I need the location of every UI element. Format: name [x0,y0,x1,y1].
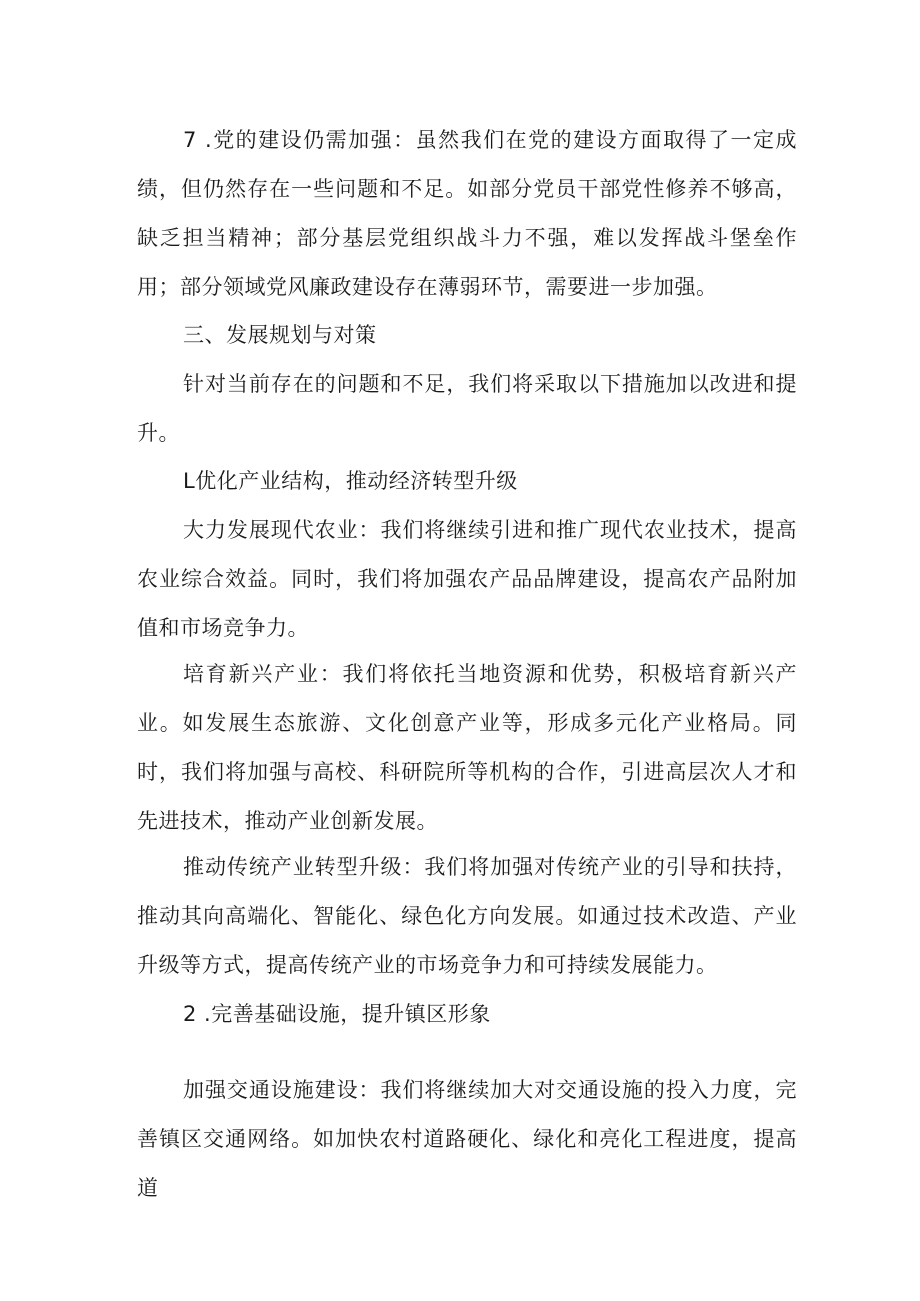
paragraph-transport-facilities: 加强交通设施建设：我们将继续加大对交通设施的投入力度，完善镇区交通网络。如加快农村道路硬化、绿化和亮化工程进度，提高道 [137,1078,797,1200]
subheading-industrial-structure: L优化产业结构，推动经济转型升级 [183,469,518,493]
section-heading-development-plan: 三、发展规划与对策 [183,323,377,347]
paragraph-traditional-industries: 推动传统产业转型升级：我们将加强对传统产业的引导和扶持，推动其向高端化、智能化、绿色化方向发展。如通过技术改造、产业升级等方式，提高传统产业的市场竞争力和可持续发展能力。 [137,855,797,977]
paragraph-modern-agriculture: 大力发展现代农业：我们将继续引进和推广现代农业技术，提高农业综合效益。同时，我们将加强农产品品牌建设，提高农产品附加值和市场竞争力。 [137,518,797,640]
paragraph-party-building: 7 .党的建设仍需加强：虽然我们在党的建设方面取得了一定成绩，但仍然存在一些问题和不足。如部分党员干部党性修养不够高，缺乏担当精神；部分基层党组织战斗力不强，难以发挥战斗堡垒作用；部分领域党风廉政建设存在薄弱环节，需要进一步加强。 [137,128,797,299]
paragraph-measures-intro: 针对当前存在的问题和不足，我们将采取以下措施加以改进和提升。 [137,372,797,445]
paragraph-emerging-industries: 培育新兴产业：我们将依托当地资源和优势，积极培育新兴产业。如发展生态旅游、文化创意产业等，形成多元化产业格局。同时，我们将加强与高校、科研院所等机构的合作，引进高层次人才和先进技术，推动产业创新发展。 [137,662,797,833]
subheading-infrastructure: 2 .完善基础设施，提升镇区形象 [183,1002,491,1026]
